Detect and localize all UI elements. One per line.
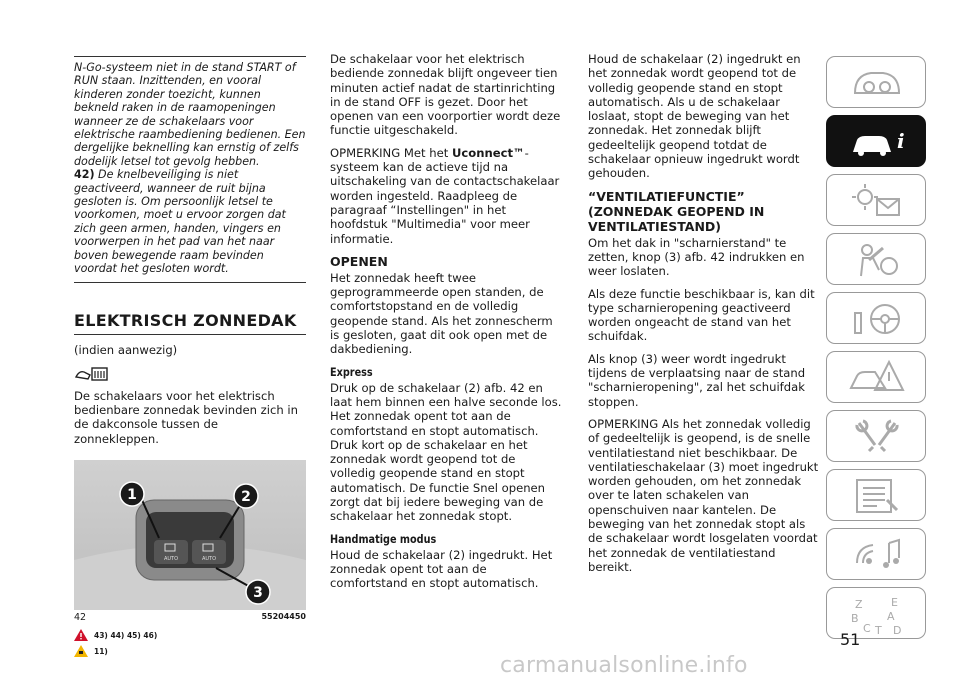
maintenance-icon bbox=[849, 417, 905, 457]
section-heading: ELEKTRISCH ZONNEDAK bbox=[74, 311, 306, 335]
tab-multimedia[interactable] bbox=[826, 528, 926, 580]
optional-label: (indien aanwezig) bbox=[74, 342, 178, 357]
switch-label-2: AUTO bbox=[201, 555, 217, 562]
dashboard-icon bbox=[849, 63, 905, 103]
paragraph-ventilation-2: Als deze functie beschikbaar is, kan dit type scharnieropening geactiveerd worden ongeacht de stand van het schuifdak. bbox=[588, 286, 815, 344]
callout-1: 1 bbox=[127, 486, 137, 503]
tab-safety[interactable] bbox=[826, 233, 926, 285]
note-text-2: De knelbeveiliging is niet geactiveerd, wanneer de ruit bijna gesloten is. Om persoonlijk letsel te voorkomen, moet u ervoor zorgen dat zich geen armen, handen, vingers en voorwerpen in het pad van het naar boven bewegende raam bevinden voordat het gesloten wordt. bbox=[74, 168, 286, 276]
page-number: 51 bbox=[840, 630, 861, 649]
right-column bbox=[588, 52, 820, 582]
tab-maintenance[interactable] bbox=[826, 410, 926, 462]
tab-warning-lights[interactable] bbox=[826, 174, 926, 226]
note-text-1: N-Go-systeem niet in de stand START of RUN staan. Inzittenden, en vooral kinderen zonder toezicht, kunnen bekneld raken in de raamopeningen wanneer ze de schakelaars voor elektrische raambediening bedienen. Een dergelijke beknelling kan ernstig of zelfs dodelijk letsel tot gevolg hebben. bbox=[74, 61, 306, 168]
brand-name: Uconnect™ bbox=[451, 145, 525, 160]
caution-icon bbox=[74, 645, 88, 659]
optional-equipment-icon bbox=[74, 365, 306, 383]
multimedia-icon bbox=[849, 535, 905, 575]
index-letter-e: E bbox=[891, 596, 898, 609]
starting-driving-icon bbox=[849, 299, 905, 339]
paragraph-uconnect-note bbox=[330, 146, 562, 246]
svg-text:i: i bbox=[897, 129, 905, 153]
chapter-tabs bbox=[826, 56, 928, 646]
paragraph-active-time: De schakelaar voor het elektrisch bediende zonnedak blijft ongeveer tien minuten actief nadat de startinrichting in de stand OFF is gezet. Door het openen van een voorportier wordt deze functie uitgeschakeld. bbox=[330, 52, 561, 138]
tab-dashboard[interactable] bbox=[826, 56, 926, 108]
index-letter-b: B bbox=[851, 612, 859, 625]
paragraph-manual-continued: Houd de schakelaar (2) ingedrukt en het zonnedak wordt geopend tot de volledig geopende stand en stopt automatisch. Als u de schakelaar loslaat, stopt de beweging van het zonnedak. Het zonnedak blijft gedeeltelijk geopend totdat de schakelaar opnieuw ingedrukt wordt gehouden. bbox=[588, 52, 801, 181]
tab-starting-driving[interactable] bbox=[826, 292, 926, 344]
index-letter-z: Z bbox=[855, 598, 863, 611]
left-column bbox=[74, 44, 306, 661]
figure-caption bbox=[74, 612, 306, 623]
intro-text: De schakelaars voor het elektrisch bedienbare zonnedak bevinden zich in de dakconsole tussen de zonnekleppen. bbox=[74, 388, 298, 446]
subheading-express: Express bbox=[330, 364, 373, 379]
tab-car-info[interactable] bbox=[826, 115, 926, 167]
tab-emergency[interactable] bbox=[826, 351, 926, 403]
note-suffix: -systeem kan de actieve tijd na uitschakeling van de contactschakelaar worden ingesteld. Raadpleeg de paragraaf “Instellingen" in het hoofdstuk "Multimedia" voor meer informatie. bbox=[330, 145, 560, 246]
subheading-manual: Handmatige modus bbox=[330, 531, 437, 546]
paragraph-ventilation-3: Als knop (3) weer wordt ingedrukt tijdens de verplaatsing naar de stand "scharnieropening", zal het schuifdak stoppen. bbox=[588, 351, 806, 409]
paragraph-manual: Houd de schakelaar (2) ingedrukt. Het zonnedak opent tot aan de comfortstand en stopt automatisch. bbox=[330, 547, 553, 591]
tab-technical-data[interactable] bbox=[826, 469, 926, 521]
warning-triangle-icon bbox=[74, 629, 88, 643]
index-letter-c: C bbox=[863, 622, 871, 634]
switch-label-1: AUTO bbox=[163, 555, 179, 562]
paragraph-ventilation-note: OPMERKING Als het zonnedak volledig of gedeeltelijk is geopend, is de snelle ventilatiestand niet beschikbaar. De ventilatieschakelaar (3) moet ingedrukt worden gehouden, om het zonnedak over te laten schakelen van openschuiven naar kantelen. De beweging van het zonnedak stopt als de schakelaar wordt losgelaten voordat het zonnedak de ventilatiestand bereikt. bbox=[588, 416, 819, 574]
warning-numbers: 43) 44) 45) 46) bbox=[94, 631, 158, 641]
figure-code: 55204450 bbox=[261, 611, 306, 621]
paragraph-ventilation-1: Om het dak in "scharnierstand" te zetten, knop (3) afb. 42 indrukken en weer loslaten. bbox=[588, 235, 805, 279]
paragraph-express: Druk op de schakelaar (2) afb. 42 en laat hem binnen een halve seconde los. Het zonnedak opent tot aan de comfortstand en stopt automatisch. Druk kort op de schakelaar en het zonnedak wordt geopend tot de volledig geopende stand en stopt automatisch. De functie Snel openen zorgt dat bij iedere beweging van de schakelaar het zonnedak stopt. bbox=[330, 380, 562, 524]
index-icon bbox=[849, 594, 905, 634]
technical-data-icon bbox=[849, 476, 905, 516]
callout-3: 3 bbox=[253, 584, 263, 601]
note-number: 42) bbox=[74, 168, 95, 182]
caution-references bbox=[74, 645, 306, 659]
paragraph-open-positions: Het zonnedak heeft twee geprogrammeerde open standen, de comfortstopstand en de volledig geopende stand. Als het zonnescherm is gesloten, gaat dit ook open met de dakbediening. bbox=[330, 270, 553, 357]
emergency-icon bbox=[849, 358, 905, 398]
callout-2: 2 bbox=[241, 488, 251, 505]
note-item-2 bbox=[74, 168, 306, 275]
warning-note bbox=[74, 56, 306, 283]
index-letter-t: T bbox=[875, 624, 882, 634]
caution-numbers: 11) bbox=[94, 647, 108, 657]
middle-column bbox=[330, 52, 562, 599]
warning-lights-icon bbox=[849, 181, 905, 221]
car-info-icon bbox=[849, 122, 905, 162]
warning-references bbox=[74, 629, 306, 643]
heading-openen: OPENEN bbox=[330, 253, 388, 269]
watermark: carmanualsonline.info bbox=[500, 653, 748, 678]
sunroof-switch-figure bbox=[74, 460, 306, 610]
figure-number: 42 bbox=[74, 611, 87, 623]
note-prefix: OPMERKING Met het bbox=[330, 145, 452, 160]
safety-icon bbox=[849, 240, 905, 280]
index-letter-a: A bbox=[887, 610, 895, 623]
index-letter-d: D bbox=[893, 624, 902, 634]
heading-ventilation: “VENTILATIEFUNCTIE” (ZONNEDAK GEOPEND IN VENTILATIESTAND) bbox=[588, 188, 765, 234]
